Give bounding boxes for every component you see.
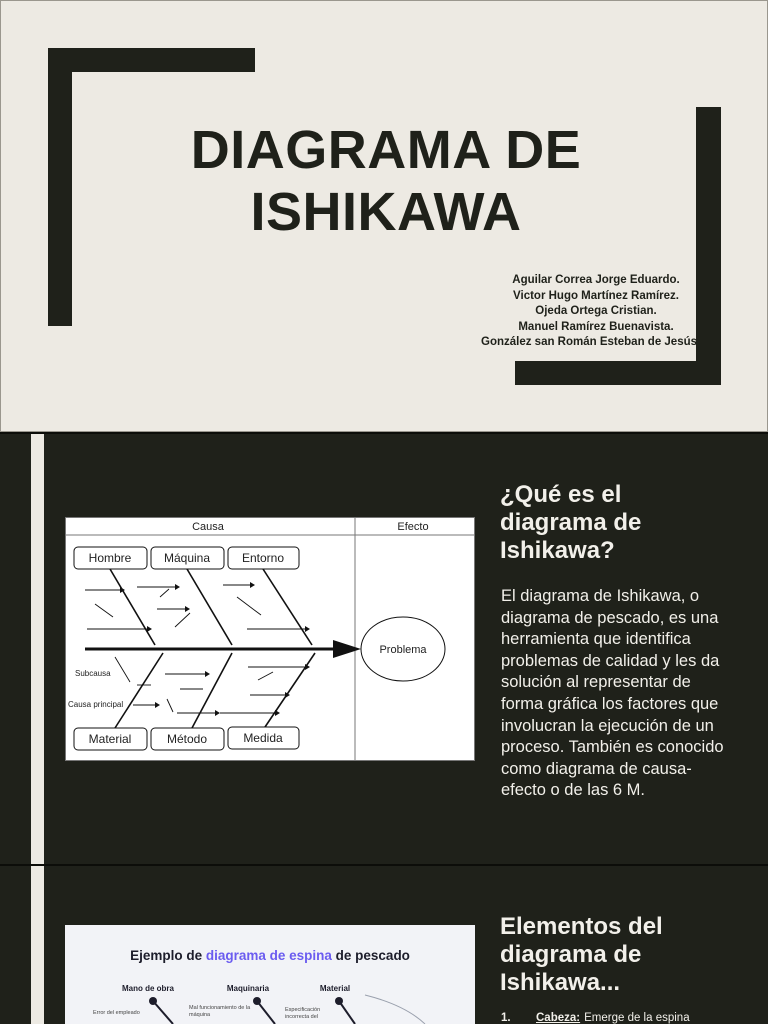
fishbone-example-image xyxy=(65,925,475,1024)
author-name: Victor Hugo Martínez Ramírez. xyxy=(513,289,679,302)
example-title-highlight: diagrama de espina xyxy=(205,948,332,963)
fishbone-diagram-image xyxy=(65,517,475,761)
category-medida: Medida xyxy=(243,731,283,745)
category-hombre: Hombre xyxy=(88,551,132,565)
list-item-number: 1. xyxy=(501,1012,511,1024)
category-maquina: Máquina xyxy=(163,551,211,565)
category-entorno: Entorno xyxy=(241,551,285,565)
bracket-top-left-horizontal xyxy=(48,48,255,72)
author-name: Manuel Ramírez Buenavista. xyxy=(518,320,674,333)
diagram-problem-label: Problema xyxy=(379,644,427,656)
example-note-1: Error del empleado xyxy=(93,1010,140,1016)
example-category-maquinaria: Maquinaria xyxy=(226,984,270,993)
title-line-1: DIAGRAMA DE xyxy=(190,120,582,180)
list-item-text: Emerge de la espina xyxy=(584,1012,690,1024)
example-note-3: Especificación incorrecta del xyxy=(285,1007,321,1020)
diagram-header-effect: Efecto xyxy=(397,521,429,533)
title-line-2: ISHIKAWA xyxy=(250,182,522,242)
list-item-term: Cabeza: xyxy=(536,1012,581,1024)
diagram-header-cause: Causa xyxy=(192,521,224,533)
list-item xyxy=(501,1012,690,1024)
side-stripe xyxy=(31,866,44,1024)
category-material: Material xyxy=(88,732,132,746)
bracket-bottom-right-horizontal xyxy=(515,361,721,385)
author-name: Aguilar Correa Jorge Eduardo. xyxy=(512,274,680,286)
elements-slide xyxy=(0,866,768,1024)
author-name: González san Román Esteban de Jesús xyxy=(481,336,698,349)
label-subcausa: Subcausa xyxy=(75,669,111,678)
title-slide xyxy=(0,0,768,432)
label-causa-principal: Causa principal xyxy=(68,700,124,709)
example-category-material: Material xyxy=(319,984,351,993)
category-metodo: Método xyxy=(166,732,208,746)
author-list xyxy=(471,273,721,351)
definition-body: El diagrama de Ishikawa, o diagrama de pescado, es una herramienta que identifica problemas de calidad y les da solución al representar de forma gráfica los factores que involucran la ejecución de un proceso. También es conocido como diagrama de causa-efecto o de las 6 M. xyxy=(501,587,724,800)
svg-text:Ejemplo de diagrama de espina xyxy=(130,948,410,963)
fishbone-example xyxy=(65,925,475,1024)
definition-slide xyxy=(0,434,768,864)
example-title-suffix: de pescado xyxy=(331,948,410,963)
fishbone-diagram xyxy=(65,517,475,761)
bracket-top-left-vertical xyxy=(48,48,72,326)
elements-heading: Elementos del diagrama de Ishikawa... xyxy=(500,913,663,996)
example-note-2: Mal funcionamiento de la máquina xyxy=(189,1005,251,1018)
example-category-mano-de-obra: Mano de obra xyxy=(121,984,175,993)
author-name: Ojeda Ortega Cristian. xyxy=(535,305,657,318)
example-title-prefix: Ejemplo de xyxy=(130,948,206,963)
slide-title xyxy=(151,119,621,243)
side-stripe xyxy=(31,434,44,864)
definition-heading: ¿Qué es el diagrama de Ishikawa? xyxy=(500,481,642,564)
